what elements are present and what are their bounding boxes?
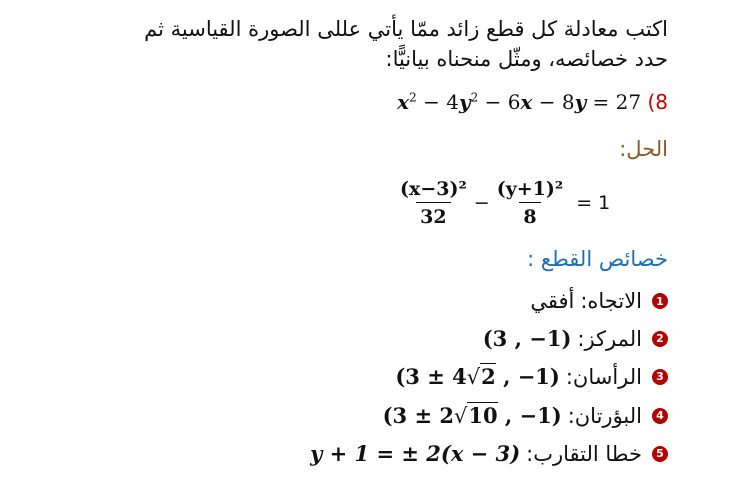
eq-y-exp: 2 <box>470 90 479 105</box>
eq-rhs: = 27 <box>586 90 642 114</box>
property-center <box>483 326 668 351</box>
sqrt-symbol: √ <box>466 365 481 389</box>
property-label: الاتجاه: <box>580 289 642 313</box>
vertices-root: 2 <box>481 364 496 389</box>
foci-prefix: (3 ± 2 <box>382 403 454 428</box>
minus-sign: − <box>473 192 490 214</box>
eq-x2: x <box>520 90 533 114</box>
property-label: المركز: <box>577 326 642 351</box>
eq-minus-4: − 4 <box>416 90 459 114</box>
sqrt-symbol: √ <box>453 404 468 428</box>
fraction-2 <box>493 178 567 228</box>
fraction-1 <box>396 178 471 228</box>
vertices-suffix: , −1) <box>495 364 560 389</box>
problem-statement-line1: اكتب معادلة كل قطع زائد ممّا يأتي عللى الصورة القياسية ثم <box>144 17 668 41</box>
vertices-prefix: (3 ± 4 <box>395 364 467 389</box>
eq-y: y <box>458 90 471 114</box>
property-value <box>395 364 559 389</box>
property-foci <box>383 403 668 428</box>
property-value: (3 , −1) <box>482 326 572 351</box>
fraction-1-numerator: (x−3)² <box>400 178 467 200</box>
question-number: (8 <box>647 90 668 114</box>
eq-minus-8: − 8 <box>532 90 575 114</box>
foci-root: 10 <box>468 403 498 428</box>
property-label: البؤرتان: <box>567 403 642 428</box>
property-value <box>383 403 562 428</box>
properties-heading: خصائص القطع : <box>527 247 668 271</box>
eq-x: x <box>397 90 410 114</box>
number-badge-4: 4 <box>652 408 668 424</box>
property-value: أفقي <box>530 289 575 313</box>
solution-label: الحل: <box>619 137 668 161</box>
fraction-2-numerator: (y+1)² <box>496 178 564 200</box>
fraction-1-denominator: 32 <box>416 202 450 228</box>
property-label: الرأسان: <box>565 364 642 389</box>
question-line <box>397 90 668 114</box>
number-badge-5: 5 <box>652 446 668 462</box>
property-vertices <box>395 364 668 389</box>
number-badge-2: 2 <box>652 331 668 347</box>
number-badge-1: 1 <box>652 293 668 309</box>
equals-one: = 1 <box>576 192 611 214</box>
eq-minus-6: − 6 <box>478 90 521 114</box>
foci-suffix: , −1) <box>497 403 562 428</box>
problem-statement-line2: حدد خصائصه، ومثّل منحناه بيانيًّا: <box>385 47 668 71</box>
property-asymptotes <box>310 441 668 466</box>
fraction-2-denominator: 8 <box>519 202 540 228</box>
property-label: خطا التقارب: <box>526 441 642 466</box>
number-badge-3: 3 <box>652 369 668 385</box>
eq-x-exp: 2 <box>409 90 417 105</box>
property-direction <box>530 289 668 313</box>
standard-form-equation <box>393 178 610 228</box>
problem-statement <box>68 14 668 74</box>
eq-y2: y <box>574 90 587 114</box>
property-value: y + 1 = ± 2(x − 3) <box>310 441 521 466</box>
